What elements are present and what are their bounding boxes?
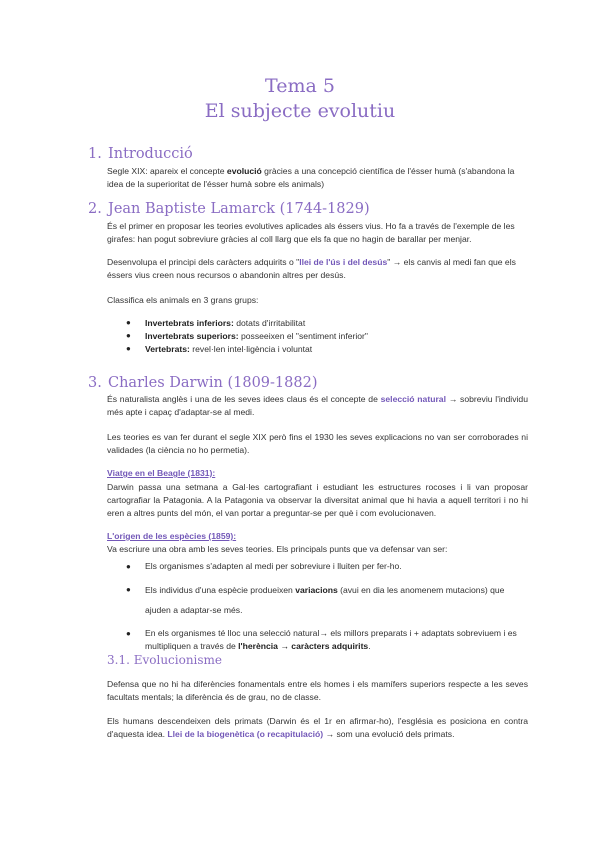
text-run: (avui en dia les anomenem mutacions) que: [337, 585, 505, 595]
document-title: [0, 74, 600, 124]
title-line-2: El subjecte evolutiu: [204, 100, 396, 122]
highlight-term: Llei de la biogenètica (o recapitulació): [167, 729, 324, 739]
text-run: revel·len intel·ligència i voluntat: [189, 344, 313, 354]
bullet-icon: ●: [126, 331, 131, 340]
text-run: posseeixen el "sentiment inferior": [238, 331, 368, 341]
list-item: [124, 627, 528, 653]
list-item: [124, 344, 528, 354]
bullet-icon: ●: [126, 585, 131, 594]
title-line-1: Tema 5: [265, 75, 335, 97]
paragraph-origen: Va escriure una obra amb les seves teories. Els principals punts que va defensar van ser:: [107, 544, 448, 554]
heading-darwin: [88, 375, 318, 391]
heading-lamarck: [88, 201, 370, 217]
list-animal-groups: [124, 318, 528, 354]
text-run: Segle XIX: apareix el concepte: [107, 166, 227, 176]
text-run: En els organismes té lloc una selecció natural→ els millors preparats i + adaptats sobreviuem i es multipliquen a través de: [145, 628, 517, 651]
list-item: [124, 331, 528, 341]
paragraph-lamarck-2: [107, 256, 528, 282]
list-item: [124, 318, 528, 328]
paragraph-evolucionisme-2: [107, 715, 528, 741]
heading-introduccio: [88, 146, 193, 162]
text-run: " → els canvis al medi fan que els éssers vius creen nous recursos o abandonin altres per desús.: [107, 257, 516, 280]
bold-term: Invertebrats inferiors:: [145, 318, 234, 328]
heading-text: Jean Baptiste Lamarck (1744-1829): [108, 201, 370, 217]
bold-term: l'herència → caràcters adquirits: [238, 641, 369, 651]
text-run: → sobreviu l'individu més apte i capaç d'adaptar-se al medi.: [107, 394, 528, 417]
text-run: És naturalista anglès i una de les seves idees claus és el concepte de: [107, 394, 381, 404]
list-darwin-points: [124, 560, 528, 653]
text-run: Els humans descendeixen dels primats (Darwin és el 1r en afirmar-ho), l'església es posiciona en contra d'aquesta idea.: [107, 716, 528, 739]
subheading-beagle: Viatge en el Beagle (1831):: [107, 468, 216, 478]
paragraph-darwin-1: [107, 393, 528, 419]
highlight-term: llei de l'ús i del desús: [299, 257, 388, 267]
heading-number: 3.: [88, 375, 102, 391]
heading-text: Introducció: [108, 146, 193, 162]
bullet-icon: ●: [126, 318, 131, 327]
paragraph-darwin-2: Les teories es van fer durant el segle XIX però fins el 1930 les seves explicacions no van ser corroborades ni validades (la ciència no ho permetia).: [107, 432, 528, 455]
bold-term: Vertebrats:: [145, 344, 190, 354]
text-run: → som una evolució dels primats.: [323, 729, 455, 739]
text-run: ajuden a adaptar-se més.: [145, 605, 243, 615]
heading-evolucionisme: 3.1. Evolucionisme: [107, 653, 223, 667]
subheading-origen: L'origen de les espècies (1859):: [107, 531, 237, 541]
list-item: [124, 580, 528, 620]
heading-number: 1.: [88, 146, 102, 162]
paragraph-beagle: Darwin passa una setmana a Gal·les cartografiant i estudiant les estructures rocoses i li van proposar cartografiar la Patagonia. A la Patagonia va observar la diversitat animal que hi havia a aquell territori i no hi eren a altres punts del món, el van portar a preguntar-se per què i com evolucionaven.: [107, 482, 528, 518]
text-run: Els individus d'una espècie produeixen: [145, 585, 296, 595]
text-run: gràcies a una concepció científica de l'ésser humà (s'abandona la idea de la superioritat de l'ésser humà sobre els animals): [107, 166, 515, 189]
text-run: .: [368, 641, 371, 651]
bullet-icon: ●: [126, 562, 131, 571]
bullet-icon: ●: [126, 344, 131, 353]
bold-term: variacions: [295, 585, 338, 595]
list-item: [124, 560, 528, 573]
text-run: Els organismes s'adapten al medi per sobreviure i lluiten per fer-ho.: [145, 561, 402, 571]
heading-text: Charles Darwin (1809-1882): [108, 375, 318, 391]
paragraph-lamarck-3: Classifica els animals en 3 grans grups:: [107, 295, 259, 305]
paragraph-intro: [107, 165, 528, 191]
text-run: dotats d'irritabilitat: [233, 318, 306, 328]
heading-number: 2.: [88, 201, 102, 217]
bold-term: evolució: [226, 166, 262, 176]
paragraph-evolucionisme-1: Defensa que no hi ha diferències fonamentals entre els homes i els mamífers superiors respecte a les seves facultats mentals; la diferència és de grau, no de classe.: [107, 679, 528, 702]
text-run: Desenvolupa el principi dels caràcters adquirits o ": [107, 257, 300, 267]
paragraph-lamarck-1: És el primer en proposar les teories evolutives aplicades als éssers vius. Ho fa a través de l'exemple de les girafes: han pogut sobreviure gràcies al coll llarg que els fa que no hagin de barallar per menjar.: [107, 221, 515, 244]
highlight-term: selecció natural: [380, 394, 446, 404]
bold-term: Invertebrats superiors:: [145, 331, 239, 341]
bullet-icon: ●: [126, 629, 131, 638]
